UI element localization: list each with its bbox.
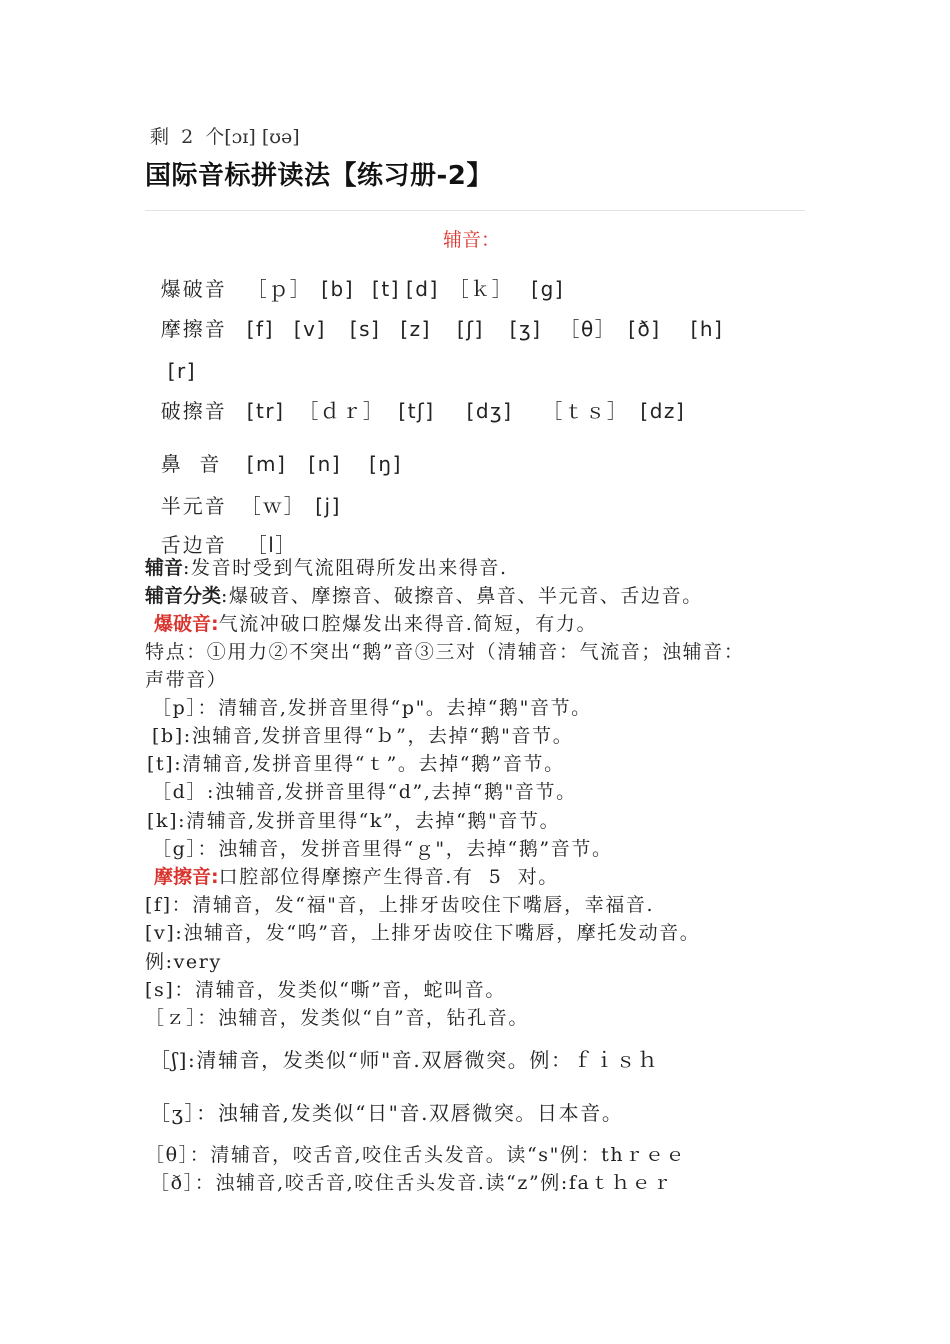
consonant-row-fricative xyxy=(145,299,723,339)
text-line xyxy=(154,868,559,887)
symbol: ［l］ xyxy=(246,533,297,557)
text-line: [v]:浊辅音，发“呜”音，上排牙齿咬住下嘴唇，摩托发动音。 xyxy=(145,922,701,944)
line-text: 口腔部位得摩擦产生得音.有 5 对。 xyxy=(218,866,559,888)
line-label: 摩擦音: xyxy=(154,866,219,888)
symbol: [h] xyxy=(690,317,724,341)
symbol: [dz] xyxy=(640,399,686,423)
symbol: [n] xyxy=(308,452,342,476)
line-label: 爆破音: xyxy=(154,613,219,635)
symbol: [t] xyxy=(372,277,400,301)
text-line: ［p］：清辅音,发拼音里得“p"。去掉“鹅"音节。 xyxy=(152,697,592,719)
consonant-row-nasal xyxy=(145,434,402,474)
symbol: ［ｄｒ］ xyxy=(298,399,385,423)
text-line: 声带音） xyxy=(145,669,228,691)
text-line xyxy=(154,615,597,634)
text-line xyxy=(145,559,508,578)
row-category: 半元音 xyxy=(160,494,227,518)
symbol: [v] xyxy=(293,317,326,341)
consonant-row-fricative-cont xyxy=(152,341,196,381)
text-line: ［ʒ］：浊辅音,发类似“日"音.双唇微突。日本音。 xyxy=(150,1101,624,1125)
symbol: [j] xyxy=(315,494,341,518)
symbol: [f] xyxy=(246,317,274,341)
line-text: :爆破音、摩擦音、破擦音、鼻音、半元音、舌边音。 xyxy=(221,585,703,607)
line-label: 辅音 xyxy=(145,557,184,579)
page-title: 国际音标拼读法【练习册-2】 xyxy=(145,161,493,191)
symbol: ［ｔｓ］ xyxy=(542,399,629,423)
text-line xyxy=(145,587,703,606)
text-line: [s]：清辅音，发类似“嘶”音，蛇叫音。 xyxy=(145,979,507,1001)
section-heading: 辅音： xyxy=(443,229,501,251)
symbol: [m] xyxy=(246,452,287,476)
consonant-row-lateral xyxy=(145,515,297,555)
symbol: [ʒ] xyxy=(509,317,542,341)
text-line: 例:very xyxy=(145,951,222,973)
top-note: 剩 2 个[ɔɪ] [ʊə] xyxy=(150,126,300,148)
text-line: ［ｚ］：浊辅音，发类似“自”音，钻孔音。 xyxy=(145,1007,529,1029)
row-category: 舌边音 xyxy=(160,533,227,557)
symbol: [g] xyxy=(531,277,565,301)
symbol: ［θ］ xyxy=(559,317,617,341)
text-line: ［g］：浊辅音，发拼音里得“ｇ"，去掉“鹅”音节。 xyxy=(152,838,613,860)
symbol: [ð] xyxy=(628,317,661,341)
symbol: [d] xyxy=(405,277,439,301)
text-line: ［d］:浊辅音,发拼音里得“d”,去掉“鹅"音节。 xyxy=(152,781,577,803)
divider xyxy=(145,210,805,211)
text-line: [b]:浊辅音,发拼音里得“ｂ”，去掉“鹅"音节。 xyxy=(152,725,574,747)
line-text: :发音时受到气流阻碍所发出来得音. xyxy=(183,557,508,579)
consonant-row-affricate xyxy=(145,381,685,421)
text-line: [t]:清辅音,发拼音里得“ｔ”。去掉“鹅”音节。 xyxy=(147,753,565,775)
row-category: 摩擦音 xyxy=(160,317,227,341)
row-category: 破擦音 xyxy=(160,399,227,423)
symbol: [b] xyxy=(321,277,355,301)
row-category: 鼻 音 xyxy=(160,452,222,476)
line-text: 气流冲破口腔爆发出来得音.简短，有力。 xyxy=(218,613,598,635)
consonant-row-plosive xyxy=(145,259,564,299)
text-line: [f]：清辅音，发“福"音，上排牙齿咬住下嘴唇，幸福音. xyxy=(145,894,655,916)
text-line: ［ʃ]:清辅音，发类似“师"音.双唇微突。例：ｆｉｓｈ xyxy=(150,1048,659,1072)
text-line: ［ð］：浊辅音,咬舌音,咬住舌头发音.读“z”例:faｔｈｅｒ xyxy=(150,1172,673,1194)
text-line: 特点：①用力②不突出“鹅”音③三对（清辅音：气流音；浊辅音： xyxy=(145,641,745,663)
symbol: [tʃ] xyxy=(398,399,435,423)
text-line: [k]:清辅音,发拼音里得“k”，去掉“鹅"音节。 xyxy=(147,810,561,832)
symbol: ［ｋ］ xyxy=(448,277,514,301)
symbol: [z] xyxy=(400,317,431,341)
symbol: [tr] xyxy=(246,399,285,423)
symbol: [s] xyxy=(349,317,381,341)
row-category: 爆破音 xyxy=(160,277,227,301)
symbol: [r] xyxy=(167,359,197,383)
symbol: ［ｗ］ xyxy=(240,494,306,518)
line-label: 辅音分类 xyxy=(145,585,222,607)
symbol: [ŋ] xyxy=(369,452,402,476)
symbol: [ʃ] xyxy=(456,317,484,341)
symbol: [dʒ] xyxy=(466,399,513,423)
consonant-row-semivowel xyxy=(145,476,341,516)
text-line: ［θ］：清辅音，咬舌音,咬住舌头发音。读“s"例：thｒｅｅ xyxy=(145,1144,687,1166)
symbol: ［ｐ］ xyxy=(246,277,312,301)
